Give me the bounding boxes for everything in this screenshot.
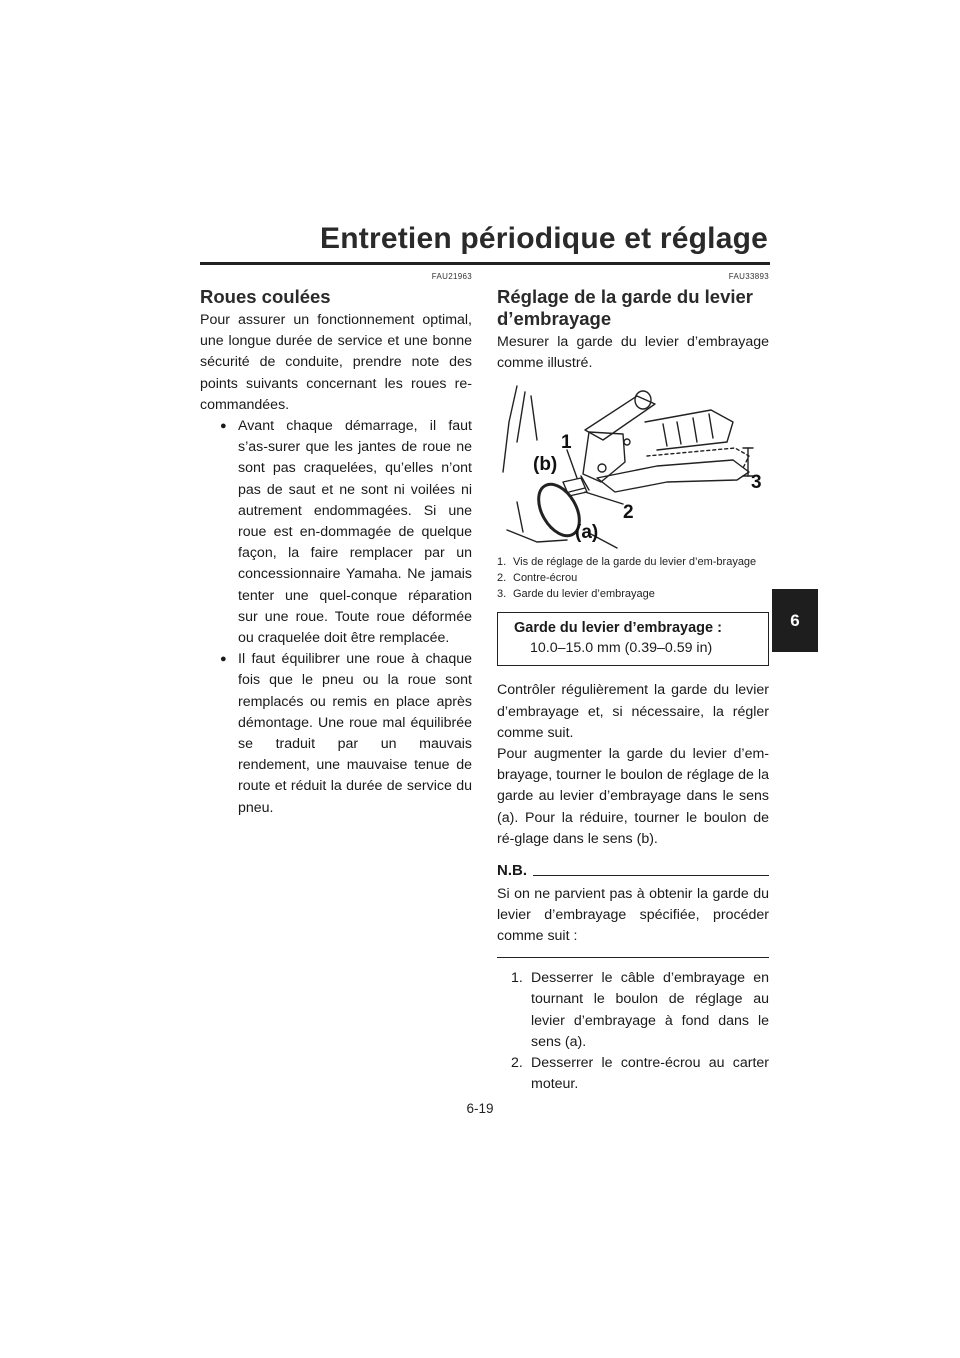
intro-paragraph: Mesurer la garde du levier d’embrayage comme illustré.	[497, 334, 769, 372]
figure-label-3: 3	[751, 472, 762, 494]
caption-item: 1. Vis de réglage de la garde du levier d’em-brayage	[497, 556, 757, 569]
figure-label-a: (a)	[575, 522, 599, 544]
paragraph: Pour augmenter la garde du levier d’em-brayage, tourner le boulon de réglage de la garde au levier d’embrayage dans le sens (a). Pour la réduire, tourner le boulon de ré-glage dans le sens (b).	[497, 746, 769, 847]
note-text: Si on ne parvient pas à obtenir la garde du levier d’embrayage spécifiée, procéder comme suit :	[497, 886, 769, 945]
right-column	[497, 272, 769, 1095]
spec-title: Garde du levier d’embrayage :	[514, 620, 722, 637]
bullet-item: ● Avant chaque démarrage, il faut s’as-surer que les jantes de roue ne sont pas craquelées, qu’elles n’ont pas de saut et ne sont ni voilées ni autrement endommagées. Si une roue est en-dommagée de quelque façon, la faire remplacer par un concessionnaire Yamaha. Ne jamais tenter une quel-conque réparation sur une roue. Toute roue déformée ou craquelée doit être remplacée.	[220, 416, 472, 649]
figure-label-1: 1	[561, 432, 572, 454]
spec-box	[497, 612, 769, 666]
intro-paragraph: Pour assurer un fonctionnement optimal, une longue durée de service et une bonne sécurité de conduite, prendre note des points suivants concernant les roues re-commandées.	[200, 312, 472, 413]
note-label: N.B.	[497, 862, 527, 880]
figure-label-b: (b)	[533, 454, 558, 476]
step-item: 2. Desserrer le contre-écrou au carter moteur.	[511, 1054, 769, 1093]
section-code: FAU33893	[728, 272, 769, 281]
bullet-item: ● Il faut équilibrer une roue à chaque fois que le pneu ou la roue sont remplacés ou remis en place après démontage. Une roue mal équilibrée se traduit par un mauvais rendement, une mauvaise tenue de route et réduit la durée de service du pneu.	[220, 649, 472, 819]
paragraph: Contrôler régulièrement la garde du levier d’embrayage et, si nécessaire, la régler comme suit.	[497, 682, 769, 741]
note-rule	[533, 875, 769, 877]
bullet-list	[200, 416, 472, 819]
section-heading	[497, 286, 769, 330]
caption-item: 3. Garde du levier d’embrayage	[497, 588, 655, 601]
left-column	[200, 272, 472, 819]
spec-value: 10.0–15.0 mm (0.39–0.59 in)	[530, 640, 713, 657]
step-item: 1. Desserrer le câble d’embrayage en tournant le boulon de réglage au levier d’embrayage à fond dans le sens (a).	[511, 970, 769, 1050]
heading-line-2: d’embrayage	[497, 308, 612, 329]
title-rule	[200, 262, 770, 265]
caption-item: 2. Contre-écrou	[497, 572, 578, 585]
section-heading: Roues coulées	[200, 286, 331, 307]
clutch-lever-illustration	[497, 382, 769, 550]
heading-line-1: Réglage de la garde du levier	[497, 286, 754, 307]
page-number: 6-19	[466, 1101, 494, 1116]
page-title: Entretien périodique et réglage	[320, 222, 768, 255]
steps-list	[497, 968, 769, 1095]
chapter-tab: 6	[772, 589, 818, 652]
section-code: FAU21963	[431, 272, 472, 281]
figure-label-2: 2	[623, 502, 634, 524]
figure-captions	[497, 554, 769, 602]
note-bottom-rule	[497, 957, 769, 959]
note-header	[497, 862, 769, 880]
